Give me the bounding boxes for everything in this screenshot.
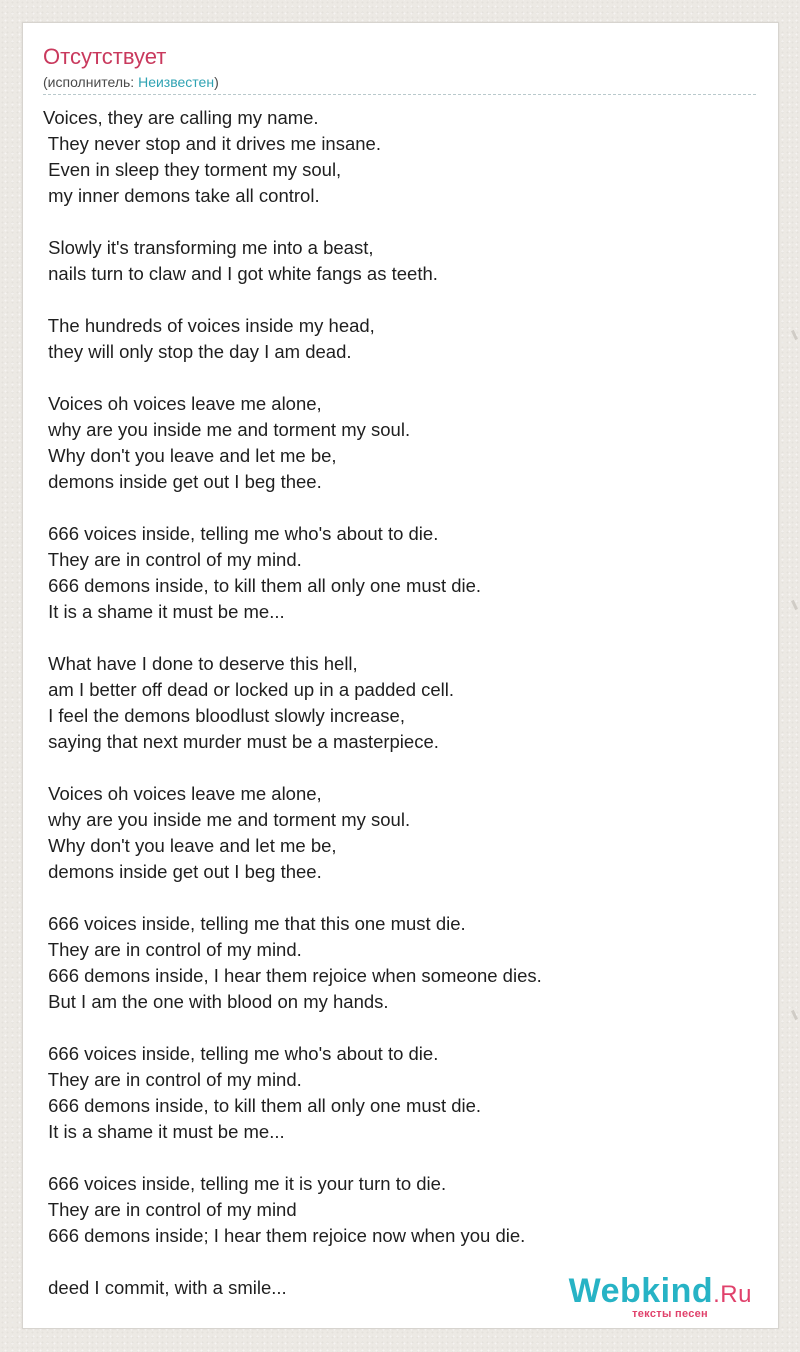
lyrics-line: It is a shame it must be me...	[43, 601, 285, 622]
lyrics-line: They are in control of my mind.	[43, 549, 302, 570]
lyrics-line: Why don't you leave and let me be,	[43, 445, 337, 466]
lyrics-blank-line	[43, 1145, 758, 1171]
lyrics-line: It is a shame it must be me...	[43, 1121, 285, 1142]
lyrics-blank-line	[43, 625, 758, 651]
artist-line	[43, 73, 758, 91]
lyrics-text	[43, 105, 758, 1301]
lyrics-blank-line	[43, 365, 758, 391]
paper-edge-mark	[791, 1010, 798, 1020]
artist-prefix: (исполнитель:	[43, 74, 139, 90]
lyrics-line: demons inside get out I beg thee.	[43, 471, 322, 492]
lyrics-line: am I better off dead or locked up in a padded cell.	[43, 679, 455, 700]
lyrics-line: What have I done to deserve this hell,	[43, 653, 358, 674]
dashed-divider	[43, 94, 756, 95]
lyrics-blank-line	[43, 755, 758, 781]
lyrics-blank-line	[43, 495, 758, 521]
song-title: Отсутствует	[43, 44, 167, 69]
lyrics-line: 666 voices inside, telling me who's about to die.	[43, 1043, 439, 1064]
artist-link[interactable]: Неизвестен	[138, 74, 215, 90]
paper-edge-mark	[791, 600, 798, 610]
lyrics-blank-line	[43, 287, 758, 313]
lyrics-line: 666 demons inside, to kill them all only one must die.	[43, 1095, 482, 1116]
lyrics-line: Even in sleep they torment my soul,	[43, 159, 342, 180]
lyrics-line: saying that next murder must be a masterpiece.	[43, 731, 439, 752]
lyrics-blank-line	[43, 1015, 758, 1041]
lyrics-line: I feel the demons bloodlust slowly increase,	[43, 705, 405, 726]
lyrics-line: nails turn to claw and I got white fangs as teeth.	[43, 263, 438, 284]
lyrics-line: They are in control of my mind	[43, 1199, 297, 1220]
artist-suffix: )	[214, 74, 219, 90]
lyrics-line: 666 demons inside; I hear them rejoice now when you die.	[43, 1225, 526, 1246]
webkind-watermark[interactable]	[569, 1273, 752, 1320]
lyrics-line: Voices oh voices leave me alone,	[43, 783, 322, 804]
lyrics-line: Voices, they are calling my name.	[43, 107, 319, 128]
lyrics-line: demons inside get out I beg thee.	[43, 861, 322, 882]
lyrics-line: Why don't you leave and let me be,	[43, 835, 337, 856]
lyrics-line: They are in control of my mind.	[43, 1069, 302, 1090]
lyrics-line: my inner demons take all control.	[43, 185, 320, 206]
lyrics-line: 666 voices inside, telling me who's about to die.	[43, 523, 439, 544]
song-header	[43, 43, 758, 91]
watermark-logo	[569, 1273, 752, 1313]
lyrics-line: But I am the one with blood on my hands.	[43, 991, 389, 1012]
lyrics-line: They are in control of my mind.	[43, 939, 302, 960]
lyrics-line: 666 voices inside, telling me that this one must die.	[43, 913, 466, 934]
watermark-brand: Webkind	[568, 1272, 714, 1310]
lyrics-line: 666 demons inside, I hear them rejoice when someone dies.	[43, 965, 542, 986]
lyrics-line: why are you inside me and torment my soul.	[43, 419, 411, 440]
lyrics-line: They never stop and it drives me insane.	[43, 133, 381, 154]
watermark-tld: .Ru	[713, 1281, 752, 1308]
watermark-tagline: тексты песен	[632, 1308, 708, 1320]
lyrics-line: they will only stop the day I am dead.	[43, 341, 352, 362]
lyrics-line: Slowly it's transforming me into a beast,	[43, 237, 374, 258]
lyrics-line: why are you inside me and torment my soul.	[43, 809, 411, 830]
lyrics-blank-line	[43, 209, 758, 235]
lyrics-line: The hundreds of voices inside my head,	[43, 315, 375, 336]
lyrics-blank-line	[43, 885, 758, 911]
lyrics-line: 666 demons inside, to kill them all only one must die.	[43, 575, 482, 596]
lyrics-card	[22, 22, 779, 1329]
paper-edge-mark	[791, 330, 798, 340]
lyrics-line: Voices oh voices leave me alone,	[43, 393, 322, 414]
lyrics-line: 666 voices inside, telling me it is your turn to die.	[43, 1173, 447, 1194]
lyrics-line: deed I commit, with a smile...	[43, 1277, 287, 1298]
